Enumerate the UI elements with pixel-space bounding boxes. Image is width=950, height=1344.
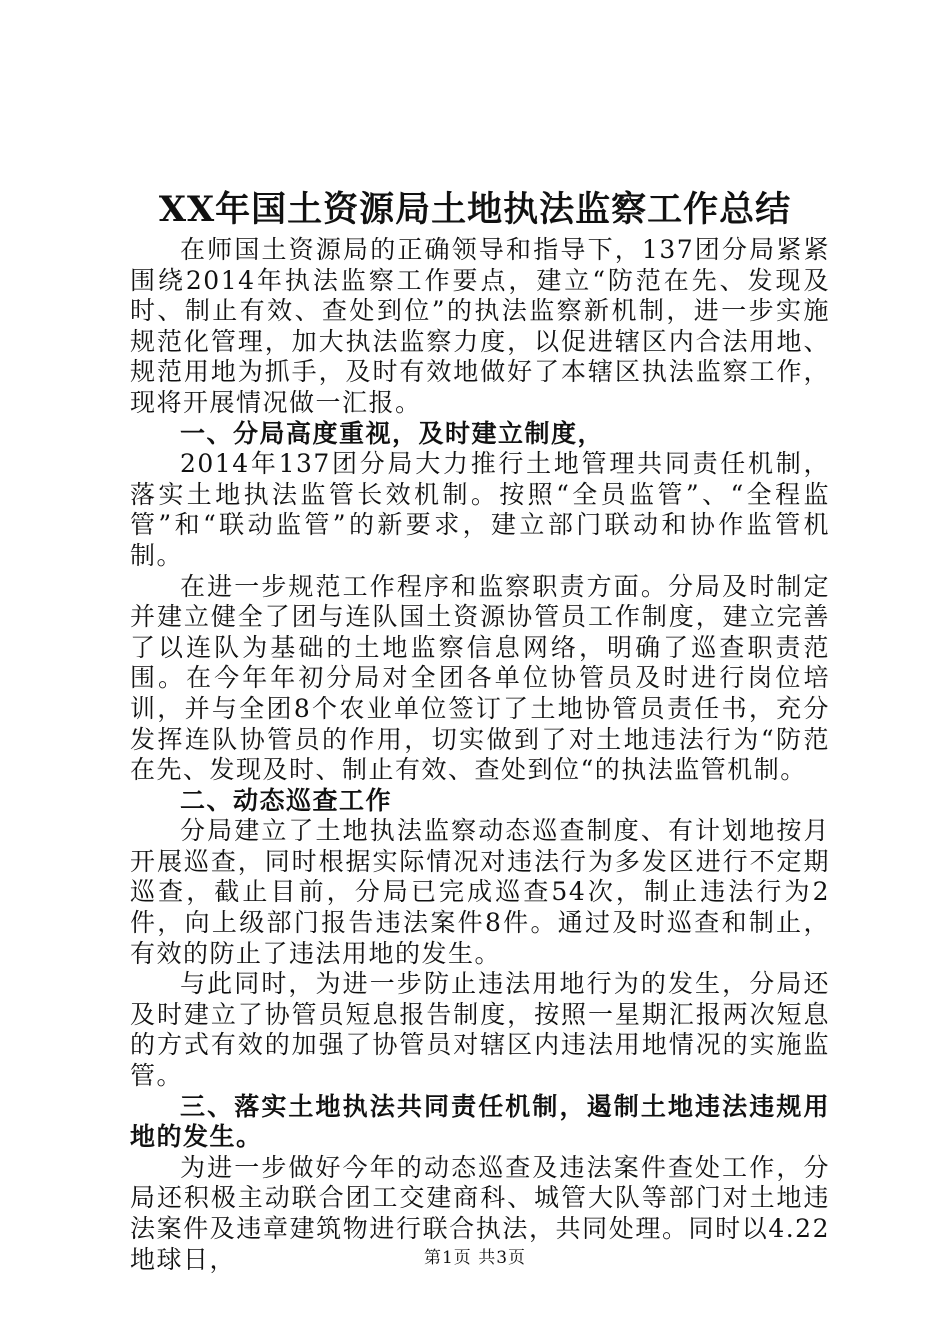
section-3-paragraph-1: 为进一步做好今年的动态巡查及违法案件查处工作，分局还积极主动联合团工交建商科、城管大队等部门对土地违法案件及违章建筑物进行联合执法，共同处理。同时以4.22地球日， [130, 1152, 830, 1274]
section-2-heading: 二、动态巡查工作 [180, 785, 393, 815]
section-3-heading: 三、落实土地执法共同责任机制，遏制土地违法违规用地的发生。 [130, 1091, 830, 1152]
page-indicator: 第1页 共3页 [423, 1248, 527, 1268]
section-1-heading: 一、分局高度重视，及时建立制度， [180, 418, 605, 448]
document-body [130, 235, 830, 1275]
section-1-paragraph-1: 2014年137团分局大力推行土地管理共同责任机制，落实土地执法监管长效机制。按照“全员监管”、“全程监管”和“联动监管”的新要求，建立部门联动和协作监管机制。 [130, 449, 830, 570]
document-title: XX年国土资源局土地执法监察工作总结 [158, 189, 792, 230]
section-2-paragraph-1: 分局建立了土地执法监察动态巡查制度、有计划地按月开展巡查，同时根据实际情况对违法行为多发区进行不定期巡查，截止目前，分局已完成巡查54次，制止违法行为2件，向上级部门报告违法案件8件。通过及时巡查和制止，有效的防止了违法用地的发生。 [130, 816, 830, 968]
section-2-paragraph-2: 与此同时，为进一步防止违法用地行为的发生，分局还及时建立了协管员短息报告制度，按照一星期汇报两次短息的方式有效的加强了协管员对辖区内违法用地情况的实施监管。 [130, 969, 830, 1091]
section-1-paragraph-2: 在进一步规范工作程序和监察职责方面。分局及时制定并建立健全了团与连队国土资源协管员工作制度，建立完善了以连队为基础的土地监察信息网络，明确了巡查职责范围。在今年年初分局对全团各单位协管员及时进行岗位培训，并与全团8个农业单位签订了土地协管员责任书，充分发挥连队协管员的作用，切实做到了对土地违法行为“防范在先、发现及时、制止有效、查处到位“的执法监管机制。 [130, 571, 830, 785]
intro-paragraph: 在师国土资源局的正确领导和指导下，137团分局紧紧围绕2014年执法监察工作要点，建立“防范在先、发现及时、制止有效、查处到位”的执法监察新机制，进一步实施规范化管理，加大执法监察力度，以促进辖区内合法用地、规范用地为抓手，及时有效地做好了本辖区执法监察工作，现将开展情况做一汇报。 [130, 235, 830, 417]
